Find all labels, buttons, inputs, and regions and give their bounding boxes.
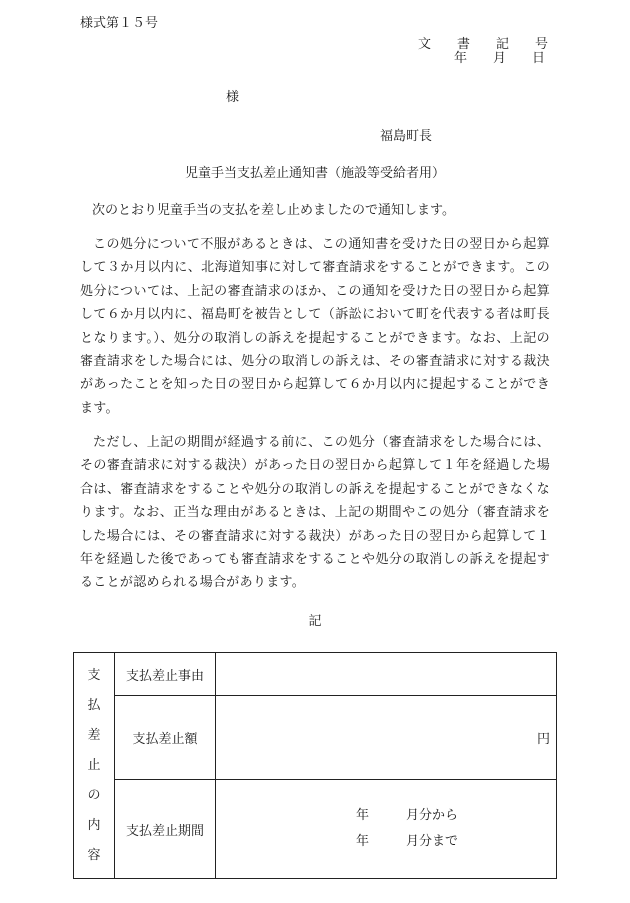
group-label-cell <box>74 653 115 879</box>
ki-heading: 記 <box>308 614 322 629</box>
period-to-year: 年 <box>356 834 370 849</box>
group-label-char: 支 <box>87 667 101 683</box>
reason-label: 支払差止事由 <box>115 653 216 696</box>
document-number-label: 文 書 記 号 <box>418 37 549 52</box>
period-value-cell[interactable] <box>216 780 557 879</box>
group-label-char: 止 <box>87 757 101 773</box>
intro-sentence: 次のとおり児童手当の支払を差し止めましたので通知します。 <box>92 203 455 218</box>
issuer: 福島町長 <box>380 129 433 144</box>
group-label-char: 差 <box>87 727 101 743</box>
amount-label: 支払差止額 <box>115 696 216 780</box>
document-date-label: 年 月 日 <box>454 51 546 66</box>
period-label: 支払差止期間 <box>115 780 216 879</box>
group-label-char: 容 <box>87 847 101 863</box>
group-label-char: の <box>87 787 101 803</box>
addressee-suffix: 様 <box>226 90 240 105</box>
group-label-char: 払 <box>87 697 101 713</box>
document-title: 児童手当支払差止通知書（施設等受給者用） <box>184 166 445 181</box>
reason-value-cell[interactable] <box>216 653 557 696</box>
group-label-char: 内 <box>87 817 101 833</box>
period-from-line <box>216 803 556 829</box>
form-number: 様式第１５号 <box>80 16 159 31</box>
period-from-year: 年 <box>356 808 370 823</box>
period-from-month: 月分から <box>406 808 459 823</box>
period-to-month: 月分まで <box>406 834 459 849</box>
amount-value-cell[interactable] <box>216 696 557 780</box>
yen-unit: 円 <box>536 732 550 747</box>
suspension-details-table <box>73 652 557 879</box>
proviso-paragraph: ただし、上記の期間が経過する前に、この処分（審査請求をした場合には、その審査請求に対する裁決）があった日の翌日から起算して１年を経過した場合は、審査請求をすることや処分の取消しの訴えを提起することができなくなります。なお、正当な理由があるときは、上記の期間やこの処分（審査請求をした場合には、その審査請求に対する裁決）があった日の翌日から起算して１年を経過した後であっても審査請求をすることや処分の取消しの訴えを提起することが認められる場合があります。 <box>80 435 550 591</box>
appeal-paragraph: この処分について不服があるときは、この通知書を受けた日の翌日から起算して３か月以内に、北海道知事に対して審査請求をすることができます。この処分については、上記の審査請求のほか、この通知を受けた日の翌日から起算して６か月以内に、福島町を被告として（訴訟において町を代表する者は町長となります。）、処分の取消しの訴えを提起することができます。なお、上記の審査請求をした場合には、処分の取消しの訴えは、その審査請求に対する裁決があったことを知った日の翌日から起算して６か月以内に提起することができます。 <box>80 237 550 416</box>
period-to-line <box>216 829 556 855</box>
